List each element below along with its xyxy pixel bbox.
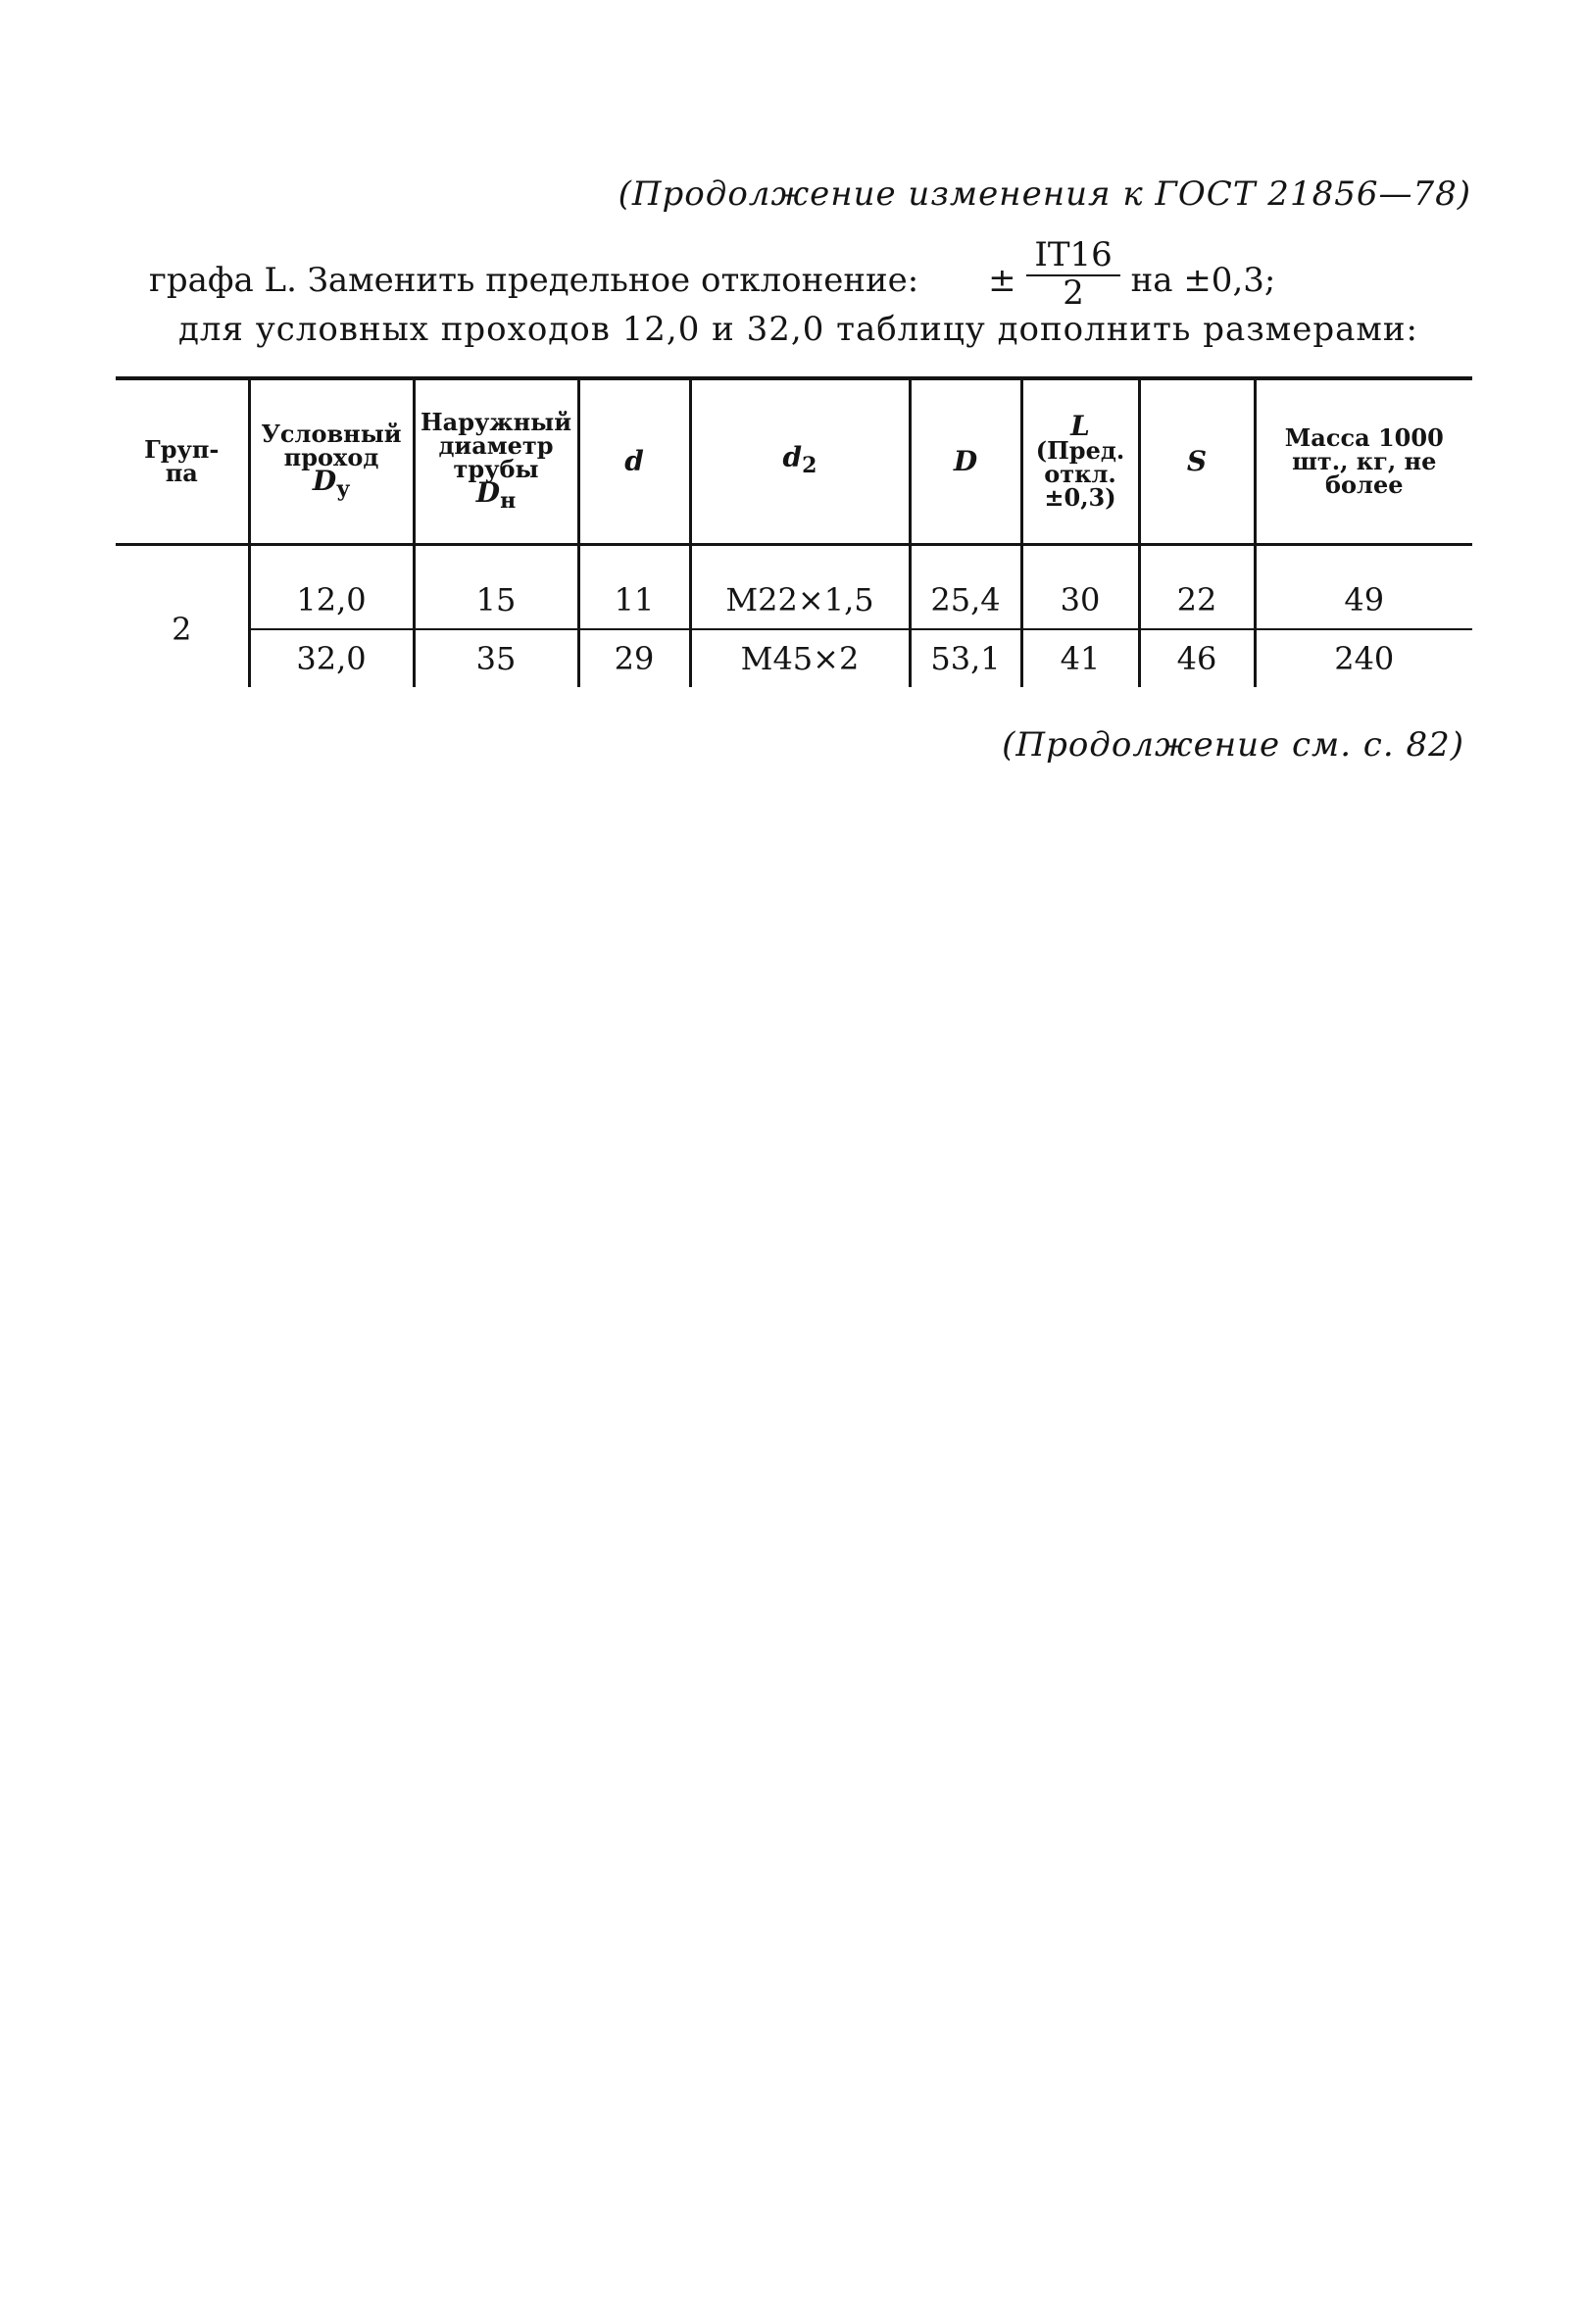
cell-outer-diameter: 15 xyxy=(414,571,578,629)
header-outer-diameter-label: Наружный диаметр трубы xyxy=(420,408,572,484)
header-d2 xyxy=(690,380,910,545)
plus-minus-sign: ± xyxy=(988,261,1016,300)
cell-d: 29 xyxy=(578,629,690,687)
continuation-footer: (Продолжение см. с. 82) xyxy=(1002,725,1464,765)
tolerance-expression xyxy=(988,235,1120,320)
cell-mass: 240 xyxy=(1255,629,1472,687)
cell-outer-diameter: 35 xyxy=(414,629,578,687)
header-outer-diameter-symbol: D xyxy=(475,476,501,510)
group-cell: 2 xyxy=(172,611,192,648)
header-mass xyxy=(1255,380,1472,545)
header-outer-diameter xyxy=(414,380,578,545)
fraction-denominator: 2 xyxy=(1063,273,1084,313)
fraction-numerator: IT16 xyxy=(1026,235,1119,276)
header-group-label: Груп- па xyxy=(144,435,220,487)
instruction-line-2: для условных проходов 12,0 и 32,0 таблицу дополнить размерами: xyxy=(178,310,1418,349)
header-nominal-bore-label: Условный проход xyxy=(261,420,402,472)
header-d-symbol: d xyxy=(624,444,644,477)
line1-suffix: на ±0,3; xyxy=(1130,261,1276,300)
cell-S: 22 xyxy=(1139,571,1255,629)
table-gap-row xyxy=(116,545,1472,572)
header-S-symbol: S xyxy=(1186,444,1208,477)
header-D-symbol: D xyxy=(953,444,978,477)
header-d2-symbol: d xyxy=(782,441,803,474)
fraction xyxy=(1026,235,1119,313)
cell-S: 46 xyxy=(1139,629,1255,687)
cell-nominal-bore: 12,0 xyxy=(249,571,414,629)
table-row xyxy=(116,571,1472,629)
cell-L: 41 xyxy=(1021,629,1139,687)
header-L-label: (Пред. откл. ±0,3) xyxy=(1035,435,1125,512)
header-group xyxy=(116,380,249,545)
header-S xyxy=(1139,380,1255,545)
cell-L: 30 xyxy=(1021,571,1139,629)
header-outer-diameter-subscript: н xyxy=(500,487,517,514)
cell-d2: M45×2 xyxy=(690,629,910,687)
cell-nominal-bore: 32,0 xyxy=(249,629,414,687)
dimensions-table xyxy=(116,380,1472,687)
line1-prefix: графа L. Заменить предельное отклонение: xyxy=(149,261,919,300)
header-d2-subscript: 2 xyxy=(802,452,817,478)
continuation-header: (Продолжение изменения к ГОСТ 21856—78) xyxy=(618,174,1471,214)
header-nominal-bore-symbol: D xyxy=(312,465,337,498)
instruction-line-1 xyxy=(149,235,1276,320)
header-D xyxy=(910,380,1021,545)
cell-mass: 49 xyxy=(1255,571,1472,629)
header-d xyxy=(578,380,690,545)
table-row xyxy=(116,629,1472,687)
cell-D: 25,4 xyxy=(910,571,1021,629)
header-L-symbol: L xyxy=(1070,409,1090,442)
header-L xyxy=(1021,380,1139,545)
header-nominal-bore xyxy=(249,380,414,545)
header-nominal-bore-subscript: у xyxy=(336,475,351,502)
cell-d2: M22×1,5 xyxy=(690,571,910,629)
header-mass-label: Масса 1000 шт., кг, не более xyxy=(1284,423,1444,499)
cell-d: 11 xyxy=(578,571,690,629)
table-header-row xyxy=(116,380,1472,545)
cell-D: 53,1 xyxy=(910,629,1021,687)
dimensions-table-wrapper xyxy=(116,376,1472,687)
